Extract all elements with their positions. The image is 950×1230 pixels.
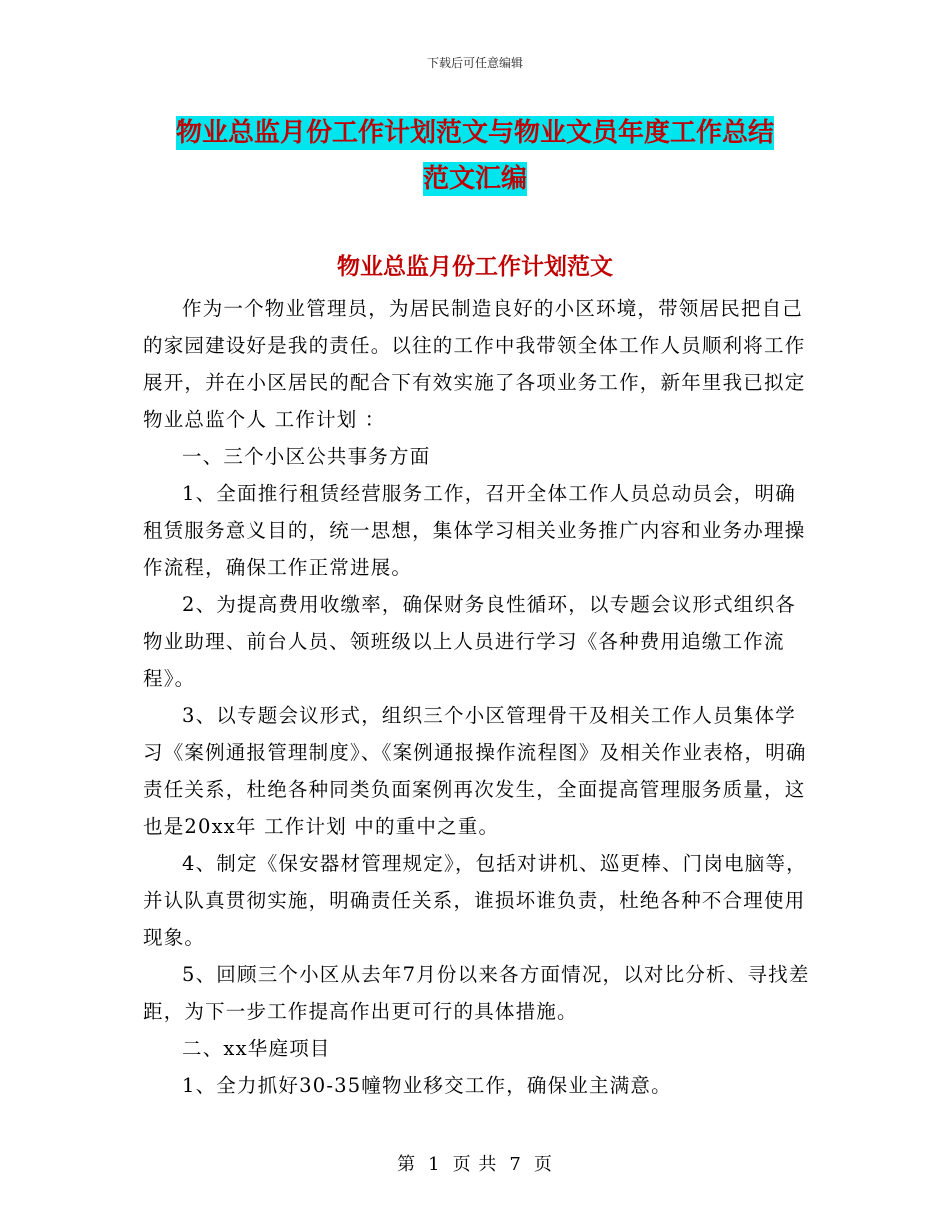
paragraph: 1、全力抓好30-35幢物业移交工作，确保业主满意。 — [182, 1074, 672, 1097]
paragraph: 3、以专题会议形式，组织三个小区管理骨干及相关工作人员集体学习《案例通报管理制度》、《案例通报操作流程图》及相关作业表格，明确责任关系，杜绝各种同类负面案例再次发生，全面提高管理服务质量，这也是20xx年 工作计划 中的重中之重。 — [143, 704, 807, 838]
section-title: 物业总监月份工作计划范文 — [337, 254, 613, 280]
paragraph: 一、三个小区公共事务方面 — [182, 445, 431, 468]
paragraph: 1、全面推行租赁经营服务工作，召开全体工作人员总动员会，明确租赁服务意义目的，统一思想，集体学习相关业务推广内容和业务办理操作流程，确保工作正常进展。 — [143, 482, 806, 579]
footer-mid: 页 共 — [452, 1154, 498, 1175]
page-number: 1 — [428, 1154, 441, 1175]
paragraph: 5、回顾三个小区从去年7月份以来各方面情况，以对比分析、寻找差距，为下一步工作提高作出更可行的具体措施。 — [143, 963, 810, 1023]
paragraph: 二、xx华庭项目 — [182, 1037, 331, 1060]
document-title — [0, 110, 950, 202]
total-pages: 7 — [509, 1154, 522, 1175]
paragraph: 作为一个物业管理员，为居民制造良好的小区环境，带领居民把自己的家园建设好是我的责任。以往的工作中我带领全体工作人员顺利将工作展开，并在小区居民的配合下有效实施了各项业务工作，新年里我已拟定物业总监个人 工作计划 ： — [143, 297, 806, 431]
title-line-2: 范文汇编 — [422, 164, 527, 194]
page-footer — [0, 1150, 950, 1176]
header-note: 下载后可任意编辑 — [426, 56, 523, 70]
body-text — [143, 290, 811, 1104]
footer-suffix: 页 — [533, 1154, 553, 1175]
footer-prefix: 第 — [397, 1154, 417, 1175]
paragraph: 2、为提高费用收缴率，确保财务良性循环，以专题会议形式组织各物业助理、前台人员、领班级以上人员进行学习《各种费用追缴工作流程》。 — [143, 593, 796, 690]
title-line-1: 物业总监月份工作计划范文与物业文员年度工作总结 — [175, 118, 774, 148]
paragraph: 4、制定《保安器材管理规定》，包括对讲机、巡更棒、门岗电脑等，并认队真贯彻实施，明确责任关系，谁损坏谁负责，杜绝各种不合理使用现象。 — [143, 852, 807, 949]
